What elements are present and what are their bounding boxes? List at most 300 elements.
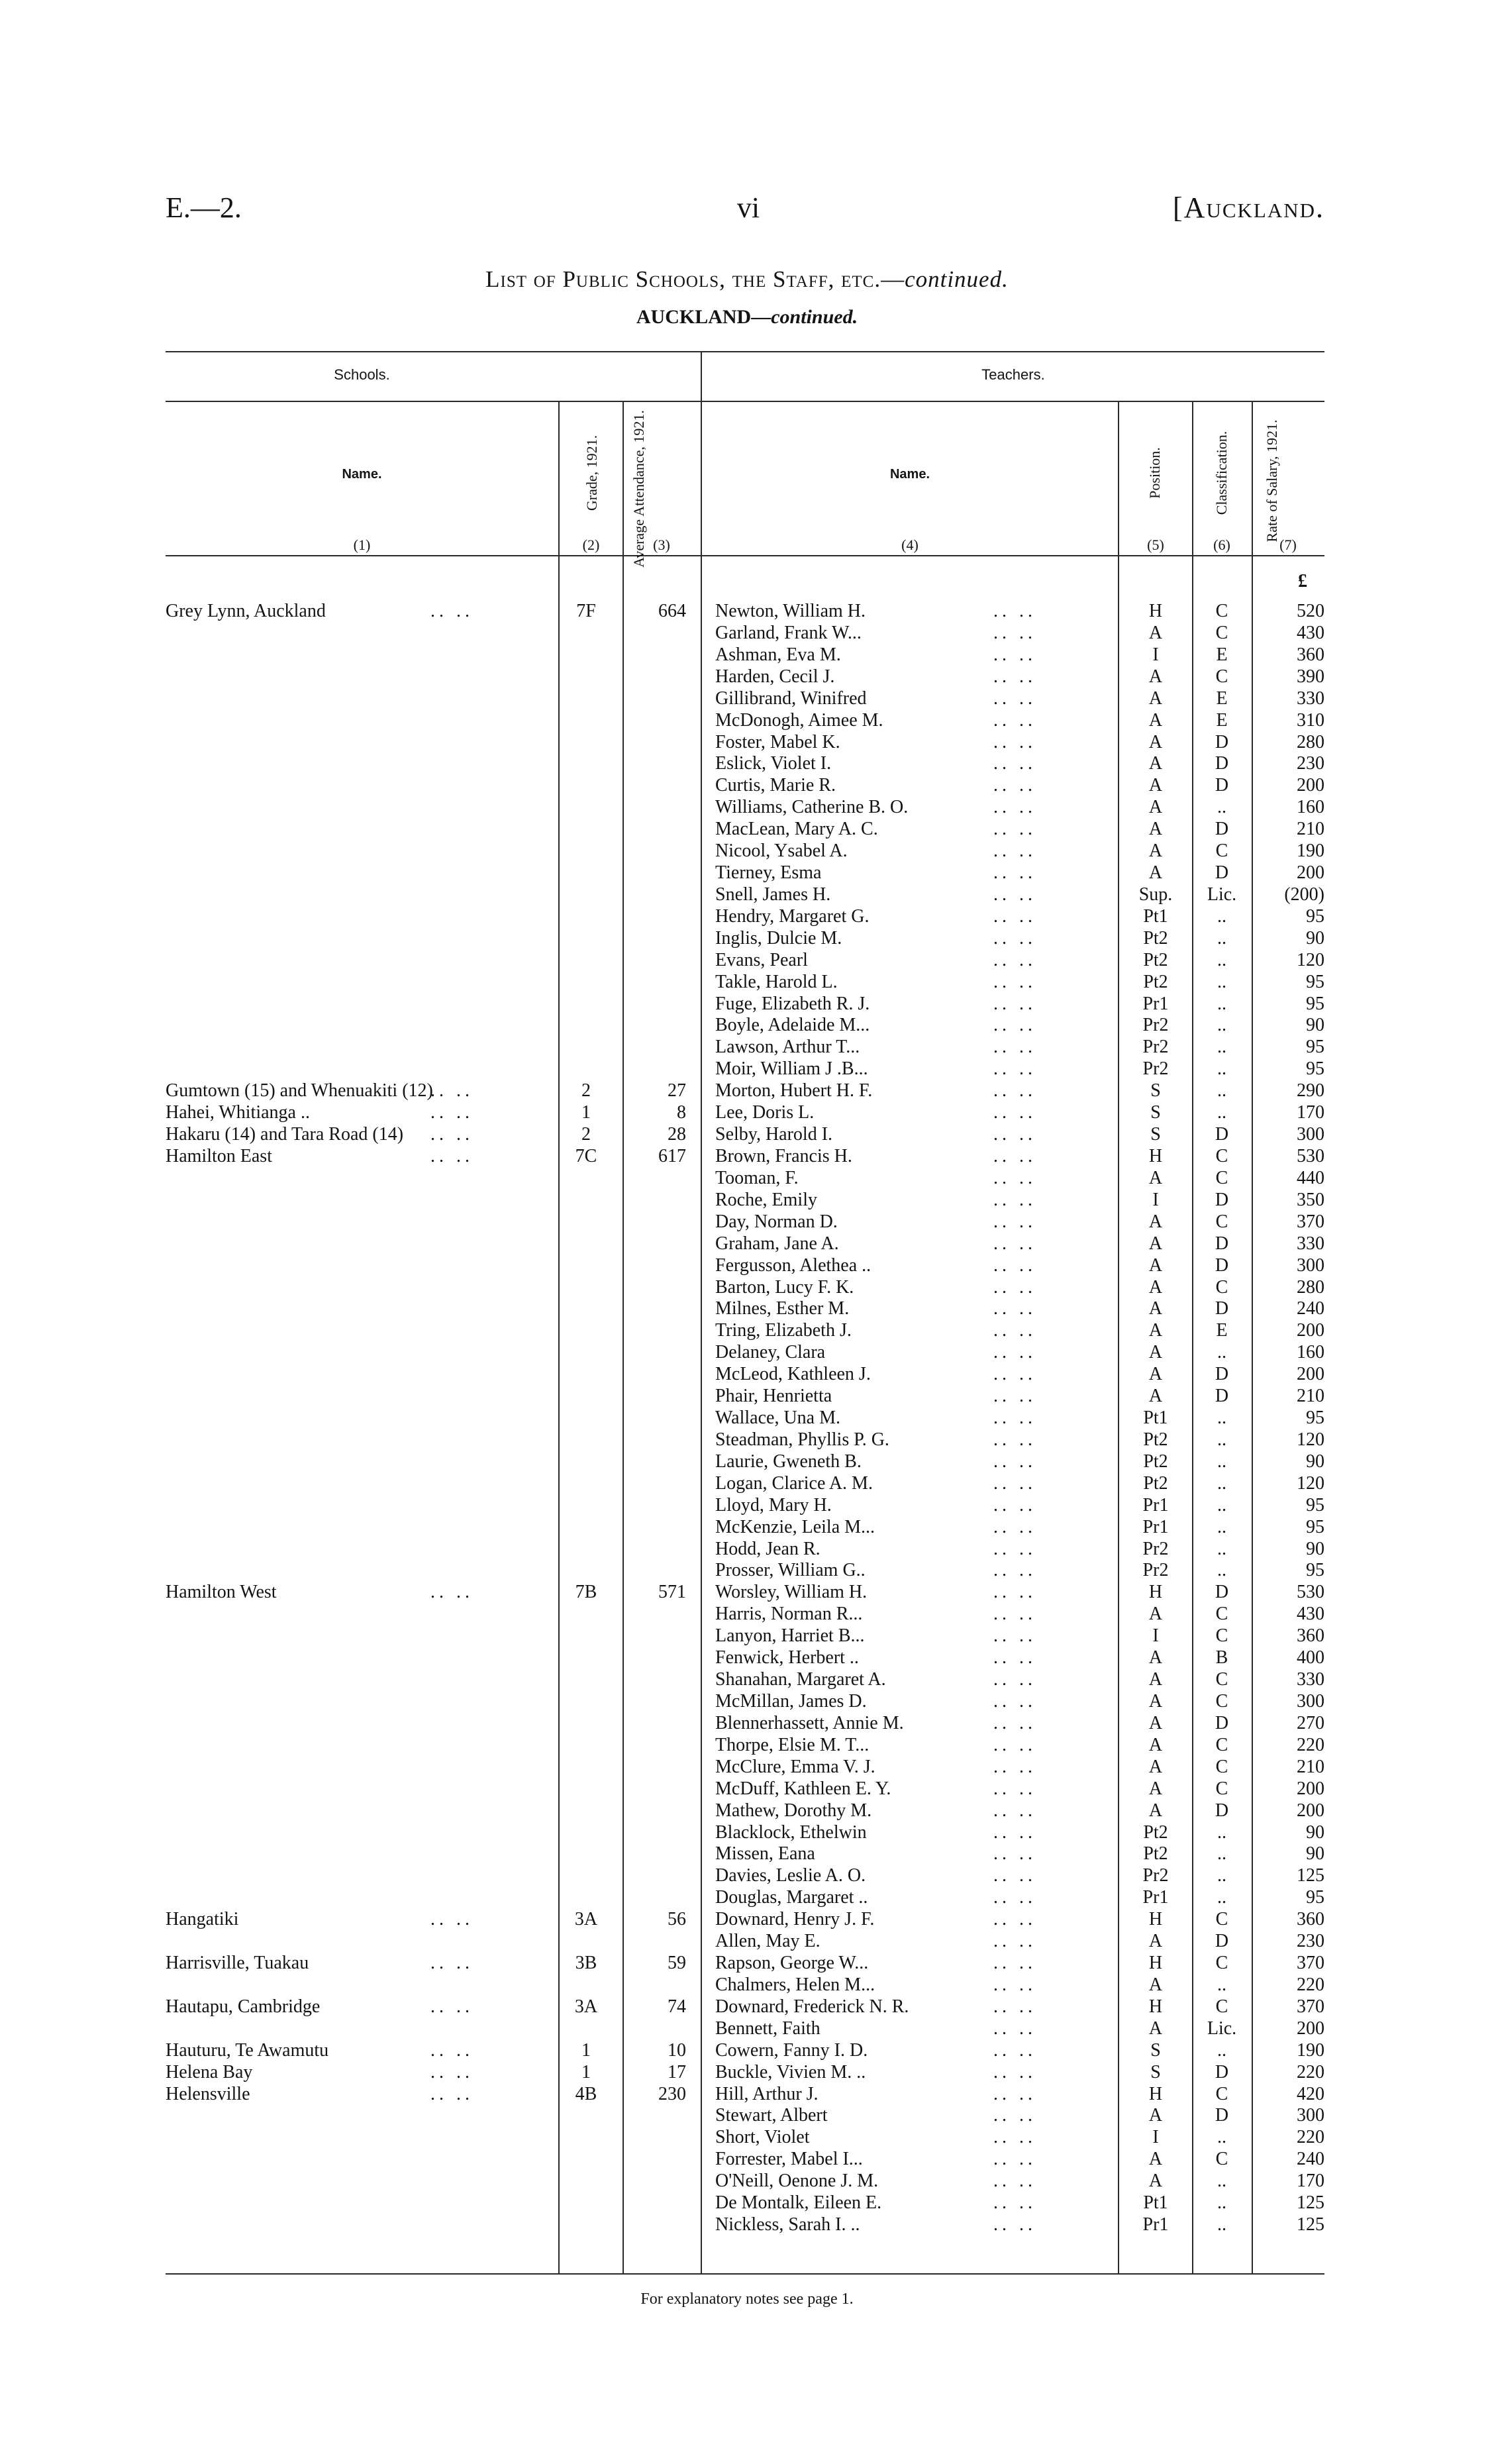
teacher-position: Pt2 <box>1143 949 1168 970</box>
leader-dots: .. .. <box>993 2214 1036 2235</box>
table-row <box>0 1233 1494 1255</box>
salary-rate: 95 <box>1306 971 1324 992</box>
leader-dots: .. .. <box>993 841 1036 862</box>
salary-rate: 190 <box>1297 841 1324 862</box>
teacher-name: Hendry, Margaret G. <box>715 905 870 927</box>
title-continued: continued. <box>905 266 1009 292</box>
leader-dots: .. .. <box>993 905 1036 927</box>
salary-rate: 230 <box>1297 1931 1324 1952</box>
leader-dots: .. .. <box>993 993 1036 1014</box>
salary-rate: 430 <box>1297 622 1324 643</box>
teacher-name: O'Neill, Oenone J. M. <box>715 2171 879 2192</box>
teacher-position: A <box>1148 1734 1163 1755</box>
salary-rate: 90 <box>1306 1538 1324 1559</box>
salary-rate: (200) <box>1284 884 1324 905</box>
teacher-position: Pt2 <box>1143 927 1168 949</box>
table-row <box>0 2214 1494 2235</box>
teacher-position: A <box>1148 1364 1163 1385</box>
teacher-position: A <box>1148 1604 1163 1625</box>
teacher-name: Rapson, George W... <box>715 1953 869 1974</box>
leader-dots: .. .. <box>430 1996 473 2017</box>
teacher-name: MacLean, Mary A. C. <box>715 819 878 840</box>
table-row <box>0 1036 1494 1058</box>
teacher-name: Snell, James H. <box>715 884 831 905</box>
teacher-position: I <box>1152 644 1159 665</box>
leader-dots: .. .. <box>430 1582 473 1603</box>
teacher-classification: D <box>1215 775 1229 796</box>
leader-dots: .. .. <box>993 2061 1036 2082</box>
leader-dots: .. .. <box>993 1276 1036 1298</box>
school-name: Helena Bay <box>166 2061 253 2082</box>
leader-dots: .. .. <box>993 622 1036 643</box>
salary-rate: 300 <box>1297 2105 1324 2126</box>
teacher-name: Morton, Hubert H. F. <box>715 1080 873 1102</box>
leader-dots: .. .. <box>993 1931 1036 1952</box>
salary-rate: 95 <box>1306 1494 1324 1515</box>
teacher-position: A <box>1148 1167 1163 1188</box>
teacher-position: H <box>1148 601 1163 621</box>
table-row <box>0 949 1494 971</box>
salary-rate: 90 <box>1306 1015 1324 1036</box>
teacher-classification: C <box>1215 1276 1228 1298</box>
teacher-position: A <box>1148 862 1163 884</box>
table-row <box>0 2148 1494 2170</box>
table-row <box>0 1778 1494 1800</box>
teacher-name: Worsley, William H. <box>715 1582 868 1603</box>
table-row <box>0 2192 1494 2214</box>
teacher-name: Blennerhassett, Annie M. <box>715 1712 904 1733</box>
leader-dots: .. .. <box>993 1167 1036 1188</box>
teacher-name: Williams, Catherine B. O. <box>715 797 909 818</box>
salary-rate: 270 <box>1297 1712 1324 1733</box>
school-name: Hangatiki <box>166 1909 239 1930</box>
teacher-name: Steadman, Phyllis P. G. <box>715 1429 889 1450</box>
teacher-position: Sup. <box>1138 884 1173 905</box>
teacher-position: A <box>1148 1298 1163 1319</box>
table-row <box>0 2126 1494 2148</box>
table-row <box>0 1603 1494 1625</box>
table-row <box>0 1451 1494 1472</box>
leader-dots: .. .. <box>993 1037 1036 1058</box>
school-grade: 7F <box>576 601 596 621</box>
leader-dots: .. .. <box>993 1146 1036 1166</box>
table-row <box>0 2018 1494 2039</box>
leader-dots: .. .. <box>993 1342 1036 1363</box>
teacher-position: A <box>1148 2171 1163 2192</box>
teacher-classification: D <box>1215 731 1229 752</box>
leader-dots: .. .. <box>993 1582 1036 1603</box>
teacher-name: Stewart, Albert <box>715 2105 828 2126</box>
teacher-name: Foster, Mabel K. <box>715 731 840 752</box>
teacher-name: Takle, Harold L. <box>715 971 838 992</box>
teacher-name: Gillibrand, Winifred <box>715 688 867 709</box>
teacher-name: Lee, Doris L. <box>715 1102 815 1123</box>
teacher-classification: Lic. <box>1207 2018 1237 2039</box>
teacher-classification: C <box>1215 1909 1228 1930</box>
salary-rate: 330 <box>1297 1669 1324 1690</box>
salary-rate: 220 <box>1297 1974 1324 1995</box>
salary-rate: 330 <box>1297 1233 1324 1254</box>
school-grade: 3A <box>574 1996 598 2017</box>
leader-dots: .. .. <box>993 2127 1036 2148</box>
teacher-classification: E <box>1216 688 1228 709</box>
teacher-name: Nickless, Sarah I. .. <box>715 2214 860 2235</box>
teacher-name: McMillan, James D. <box>715 1691 867 1712</box>
salary-rate: 240 <box>1297 2149 1324 2170</box>
teacher-position: Pr2 <box>1142 1058 1169 1080</box>
table-row <box>0 1145 1494 1167</box>
table-bottom-rule <box>166 2273 1324 2275</box>
salary-rate: 350 <box>1297 1189 1324 1210</box>
teacher-position: I <box>1152 1625 1159 1647</box>
teacher-position: Pr2 <box>1142 1865 1169 1886</box>
teacher-name: Newton, William H. <box>715 601 866 621</box>
teacher-name: Phair, Henrietta <box>715 1386 832 1407</box>
teacher-classification: .. <box>1217 1451 1226 1472</box>
salary-rate: 160 <box>1297 1342 1324 1363</box>
table-row <box>0 2061 1494 2083</box>
teacher-position: H <box>1148 1996 1163 2017</box>
teacher-classification: D <box>1215 1189 1229 1210</box>
table-row <box>0 2039 1494 2061</box>
teacher-name: Mathew, Dorothy M. <box>715 1800 872 1821</box>
leader-dots: .. .. <box>993 753 1036 774</box>
leader-dots: .. .. <box>993 1102 1036 1123</box>
teacher-name: Roche, Emily <box>715 1189 817 1210</box>
leader-dots: .. .. <box>993 1320 1036 1341</box>
table-row <box>0 1298 1494 1319</box>
leader-dots: .. .. <box>993 971 1036 992</box>
teacher-name: Nicool, Ysabel A. <box>715 841 848 862</box>
salary-rate: 170 <box>1297 2171 1324 2192</box>
teacher-classification: C <box>1215 1953 1228 1974</box>
table-row <box>0 600 1494 622</box>
salary-rate: 370 <box>1297 1996 1324 2017</box>
leader-dots: .. .. <box>993 688 1036 709</box>
teacher-classification: C <box>1215 2149 1228 2170</box>
salary-rate: 360 <box>1297 644 1324 665</box>
teacher-name: Short, Violet <box>715 2127 810 2148</box>
salary-rate: 125 <box>1297 2192 1324 2214</box>
teacher-classification: D <box>1215 1233 1229 1254</box>
salary-rate: 400 <box>1297 1647 1324 1668</box>
teacher-position: Pr2 <box>1142 1015 1169 1036</box>
teacher-classification: Lic. <box>1207 884 1237 905</box>
teacher-classification: C <box>1215 622 1228 643</box>
salary-rate: 90 <box>1306 1822 1324 1843</box>
school-name: Hautapu, Cambridge <box>166 1996 321 2017</box>
teacher-classification: C <box>1215 1167 1228 1188</box>
table-row <box>0 1341 1494 1363</box>
teacher-classification: .. <box>1217 905 1226 927</box>
teacher-classification: .. <box>1217 2127 1226 2148</box>
leader-dots: .. .. <box>993 1669 1036 1690</box>
teacher-classification: .. <box>1217 1560 1226 1581</box>
leader-dots: .. .. <box>993 1538 1036 1559</box>
teacher-classification: .. <box>1217 1058 1226 1080</box>
table-row <box>0 862 1494 884</box>
table-row <box>0 927 1494 949</box>
teacher-position: A <box>1148 666 1163 687</box>
table-row <box>0 731 1494 753</box>
teacher-name: Missen, Eana <box>715 1843 815 1865</box>
teacher-name: Fenwick, Herbert .. <box>715 1647 859 1668</box>
teacher-position: A <box>1148 1233 1163 1254</box>
teacher-classification: E <box>1216 1320 1228 1341</box>
teacher-position: H <box>1148 2083 1163 2104</box>
teacher-position: Pr1 <box>1142 1887 1169 1908</box>
leader-dots: .. .. <box>993 1255 1036 1276</box>
teacher-name: Shanahan, Margaret A. <box>715 1669 886 1690</box>
teacher-classification: C <box>1215 1996 1228 2017</box>
leader-dots: .. .. <box>993 884 1036 905</box>
teacher-classification: .. <box>1217 1822 1226 1843</box>
page-title <box>0 266 1494 293</box>
table-row <box>0 1014 1494 1036</box>
teacher-name: Milnes, Esther M. <box>715 1298 850 1319</box>
teacher-position: H <box>1148 1909 1163 1930</box>
teacher-position: S <box>1150 2039 1161 2061</box>
teacher-name: Wallace, Una M. <box>715 1408 840 1429</box>
col2-header: Grade, 1921. <box>583 435 600 511</box>
salary-rate: 360 <box>1297 1909 1324 1930</box>
salary-rate: 125 <box>1297 2214 1324 2235</box>
table-row <box>0 1625 1494 1647</box>
table-top-rule <box>166 351 1324 352</box>
table-row <box>0 796 1494 818</box>
teacher-position: A <box>1148 1276 1163 1298</box>
teacher-position: A <box>1148 2018 1163 2039</box>
teacher-name: Selby, Harold I. <box>715 1124 833 1145</box>
average-attendance: 10 <box>668 2039 686 2061</box>
table-row <box>0 884 1494 905</box>
school-name: Grey Lynn, Auckland <box>166 601 326 621</box>
teacher-classification: D <box>1215 1298 1229 1319</box>
table-row <box>0 1363 1494 1385</box>
teacher-classification: C <box>1215 841 1228 862</box>
teacher-classification: .. <box>1217 2039 1226 2061</box>
col3-header: Average Attendance, 1921. <box>630 410 647 568</box>
teacher-classification: .. <box>1217 797 1226 818</box>
leader-dots: .. .. <box>430 1909 473 1930</box>
average-attendance: 617 <box>658 1146 686 1166</box>
school-grade: 2 <box>581 1124 591 1145</box>
teacher-name: Harden, Cecil J. <box>715 666 835 687</box>
page-number: vi <box>736 191 760 224</box>
table-row <box>0 666 1494 688</box>
teacher-position: A <box>1148 841 1163 862</box>
leader-dots: .. .. <box>993 1429 1036 1450</box>
teacher-classification: .. <box>1217 2171 1226 2192</box>
salary-rate: 90 <box>1306 1451 1324 1472</box>
table-row <box>0 971 1494 993</box>
leader-dots: .. .. <box>993 927 1036 949</box>
teachers-group-header: Teachers. <box>981 366 1045 383</box>
leader-dots: .. .. <box>993 1015 1036 1036</box>
teacher-classification: .. <box>1217 1494 1226 1515</box>
teacher-classification: D <box>1215 1582 1229 1603</box>
col4-number: (4) <box>901 537 919 553</box>
teacher-position: A <box>1148 1320 1163 1341</box>
leader-dots: .. .. <box>993 1625 1036 1647</box>
salary-rate: 210 <box>1297 819 1324 840</box>
teacher-classification: D <box>1215 1364 1229 1385</box>
school-name: Hakaru (14) and Tara Road (14) <box>166 1124 404 1145</box>
table-row <box>0 774 1494 796</box>
table-row <box>0 2083 1494 2105</box>
teacher-position: A <box>1148 1342 1163 1363</box>
table-row <box>0 1189 1494 1211</box>
col1-header: Name. <box>342 467 382 482</box>
teacher-position: A <box>1148 1647 1163 1668</box>
leader-dots: .. .. <box>993 731 1036 752</box>
teacher-name: Tring, Elizabeth J. <box>715 1320 852 1341</box>
salary-rate: 310 <box>1297 709 1324 731</box>
school-grade: 7B <box>575 1582 597 1603</box>
teacher-name: Eslick, Violet I. <box>715 753 832 774</box>
school-grade: 1 <box>581 2061 591 2082</box>
teacher-name: Fuge, Elizabeth R. J. <box>715 993 870 1014</box>
salary-rate: 95 <box>1306 1887 1324 1908</box>
salary-rate: 430 <box>1297 1604 1324 1625</box>
teacher-name: Prosser, William G.. <box>715 1560 866 1581</box>
table-row <box>0 1102 1494 1123</box>
table-row <box>0 688 1494 709</box>
school-grade: 1 <box>581 2039 591 2061</box>
table-row <box>0 1516 1494 1538</box>
col6-number: (6) <box>1213 537 1230 553</box>
teacher-name: Inglis, Dulcie M. <box>715 927 842 949</box>
salary-rate: 390 <box>1297 666 1324 687</box>
teacher-classification: .. <box>1217 1887 1226 1908</box>
teacher-position: Pt2 <box>1143 971 1168 992</box>
teacher-classification: C <box>1215 666 1228 687</box>
teacher-name: Thorpe, Elsie M. T... <box>715 1734 870 1755</box>
teacher-name: Chalmers, Helen M... <box>715 1974 875 1995</box>
table-row <box>0 1647 1494 1668</box>
teacher-position: A <box>1148 1974 1163 1995</box>
col4-header: Name. <box>889 467 930 482</box>
leader-dots: .. .. <box>993 1080 1036 1102</box>
salary-rate: 300 <box>1297 1124 1324 1145</box>
teacher-name: Curtis, Marie R. <box>715 775 836 796</box>
average-attendance: 17 <box>668 2061 686 2082</box>
table-row <box>0 905 1494 927</box>
leader-dots: .. .. <box>993 1712 1036 1733</box>
teacher-name: Hill, Arthur J. <box>715 2083 819 2104</box>
col7-header: Rate of Salary, 1921. <box>1264 419 1280 542</box>
teacher-classification: D <box>1215 1386 1229 1407</box>
teacher-position: Pr1 <box>1142 993 1169 1014</box>
salary-rate: 200 <box>1297 1364 1324 1385</box>
teacher-name: Davies, Leslie A. O. <box>715 1865 866 1886</box>
salary-rate: 420 <box>1297 2083 1324 2104</box>
table-row <box>0 1843 1494 1865</box>
teacher-classification: C <box>1215 1734 1228 1755</box>
table-row <box>0 1429 1494 1451</box>
table-row <box>0 1930 1494 1952</box>
leader-dots: .. .. <box>993 1887 1036 1908</box>
teacher-name: Moir, William J .B... <box>715 1058 868 1080</box>
school-grade: 7C <box>575 1146 597 1166</box>
teacher-position: A <box>1148 709 1163 731</box>
title-main: List of Public Schools, the Staff, etc.— <box>485 266 905 292</box>
teacher-name: Cowern, Fanny I. D. <box>715 2039 868 2061</box>
teacher-position: H <box>1148 1953 1163 1974</box>
salary-rate: 200 <box>1297 1320 1324 1341</box>
salary-rate: 200 <box>1297 1800 1324 1821</box>
teacher-position: A <box>1148 1255 1163 1276</box>
table-row <box>0 752 1494 774</box>
salary-rate: 95 <box>1306 905 1324 927</box>
table-row <box>0 1712 1494 1734</box>
table-row <box>0 1908 1494 1930</box>
salary-rate: 210 <box>1297 1756 1324 1777</box>
teacher-position: A <box>1148 775 1163 796</box>
teacher-name: Forrester, Mabel I... <box>715 2149 863 2170</box>
teacher-position: A <box>1148 1691 1163 1712</box>
teacher-classification: .. <box>1217 1037 1226 1058</box>
teacher-position: Pr2 <box>1142 1037 1169 1058</box>
teacher-name: Downard, Frederick N. R. <box>715 1996 909 2017</box>
teacher-position: A <box>1148 731 1163 752</box>
leader-dots: .. .. <box>993 1298 1036 1319</box>
teacher-classification: D <box>1215 1124 1229 1145</box>
currency-symbol: £ <box>1298 571 1307 591</box>
leader-dots: .. .. <box>993 949 1036 970</box>
teacher-classification: .. <box>1217 971 1226 992</box>
teacher-position: A <box>1148 622 1163 643</box>
leader-dots: .. .. <box>993 2018 1036 2039</box>
teacher-name: Garland, Frank W... <box>715 622 862 643</box>
salary-rate: 95 <box>1306 1037 1324 1058</box>
leader-dots: .. .. <box>993 1778 1036 1799</box>
leader-dots: .. .. <box>993 797 1036 818</box>
teacher-name: Graham, Jane A. <box>715 1233 839 1254</box>
teacher-classification: B <box>1215 1647 1228 1668</box>
leader-dots: .. .. <box>430 601 473 621</box>
table-row <box>0 2170 1494 2192</box>
salary-rate: 95 <box>1306 1408 1324 1429</box>
salary-rate: 530 <box>1297 1146 1324 1166</box>
salary-rate: 170 <box>1297 1102 1324 1123</box>
teacher-name: Delaney, Clara <box>715 1342 826 1363</box>
teacher-classification: .. <box>1217 1974 1226 1995</box>
salary-rate: 200 <box>1297 1778 1324 1799</box>
teacher-name: Lanyon, Harriet B... <box>715 1625 865 1647</box>
table-row <box>0 1538 1494 1560</box>
teacher-position: Pt2 <box>1143 1822 1168 1843</box>
salary-rate: 280 <box>1297 1276 1324 1298</box>
teacher-name: Buckle, Vivien M. .. <box>715 2061 866 2082</box>
teacher-position: Pt1 <box>1143 1408 1168 1429</box>
leader-dots: .. .. <box>993 1408 1036 1429</box>
table-row <box>0 1319 1494 1341</box>
teacher-classification: D <box>1215 862 1229 884</box>
teacher-name: Fergusson, Alethea .. <box>715 1255 872 1276</box>
average-attendance: 28 <box>668 1124 686 1145</box>
teacher-name: Laurie, Gweneth B. <box>715 1451 862 1472</box>
teacher-classification: C <box>1215 1691 1228 1712</box>
school-name: Gumtown (15) and Whenuakiti (12) <box>166 1080 433 1102</box>
teacher-classification: D <box>1215 753 1229 774</box>
leader-dots: .. .. <box>993 1953 1036 1974</box>
salary-rate: 530 <box>1297 1582 1324 1603</box>
table-row <box>0 1559 1494 1581</box>
teacher-classification: C <box>1215 1146 1228 1166</box>
col1-number: (1) <box>353 537 371 553</box>
leader-dots: .. .. <box>993 2192 1036 2214</box>
